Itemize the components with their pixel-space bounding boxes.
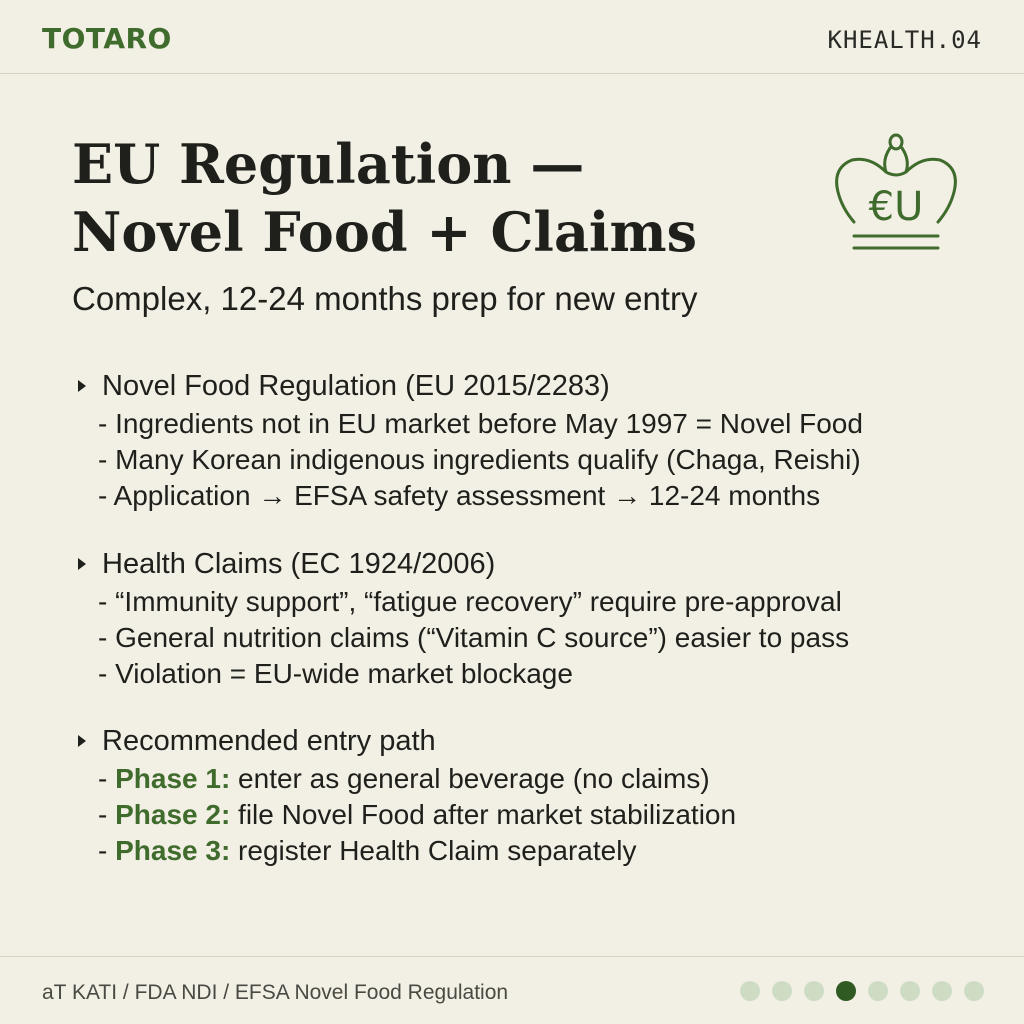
section-entry-path [72,721,972,869]
phase-label: Phase 1: [115,763,231,794]
phase-label: Phase 2: [115,799,231,830]
list-item: - Ingredients not in EU market before May 1997 = Novel Food [98,408,863,439]
slide-code: KHEALTH.04 [827,26,982,54]
section-title: Novel Food Regulation (EU 2015/2283) [102,369,610,402]
phase-item: - Phase 2: file Novel Food after market stabilization [98,799,737,830]
list-item: - Application → EFSA safety assessment → 12-24 months [98,480,821,511]
pagination-dot[interactable] [772,981,792,1001]
source-citation: aT KATI / FDA NDI / EFSA Novel Food Regulation [42,981,509,1004]
subtitle: Complex, 12-24 months prep for new entry [72,280,698,317]
title-line-1: EU Regulation — [72,132,585,196]
pagination-dot[interactable] [804,981,824,1001]
section-title: Recommended entry path [102,724,436,757]
bullet-triangle-icon [78,558,86,570]
pagination-dot[interactable] [964,981,984,1001]
eu-crown-icon [826,130,966,260]
brand-logo: TOTARO [42,22,172,55]
page-title [72,130,792,266]
phase-item: - Phase 3: register Health Claim separately [98,835,637,866]
pagination-dot[interactable] [868,981,888,1001]
phase-label: Phase 3: [115,835,231,866]
pagination-dots [740,981,984,1001]
pagination-dot[interactable] [740,981,760,1001]
pagination-dot-active[interactable] [836,981,856,1001]
pagination-dot[interactable] [932,981,952,1001]
section-health-claims [72,544,972,692]
bullet-triangle-icon [78,735,86,747]
list-item: - General nutrition claims (“Vitamin C source”) easier to pass [98,622,850,653]
section-novel-food [72,366,972,514]
title-line-2: Novel Food + Claims [72,200,697,264]
bullet-triangle-icon [78,380,86,392]
list-item: - Many Korean indigenous ingredients qualify (Chaga, Reishi) [98,444,861,475]
header [0,0,1024,74]
emblem-text: €U [868,184,924,230]
list-item: - “Immunity support”, “fatigue recovery” require pre-approval [98,586,842,617]
list-item: - Violation = EU-wide market blockage [98,658,573,689]
phase-item: - Phase 1: enter as general beverage (no claims) [98,763,710,794]
footer [0,956,1024,1024]
section-title: Health Claims (EC 1924/2006) [102,547,496,580]
pagination-dot[interactable] [900,981,920,1001]
